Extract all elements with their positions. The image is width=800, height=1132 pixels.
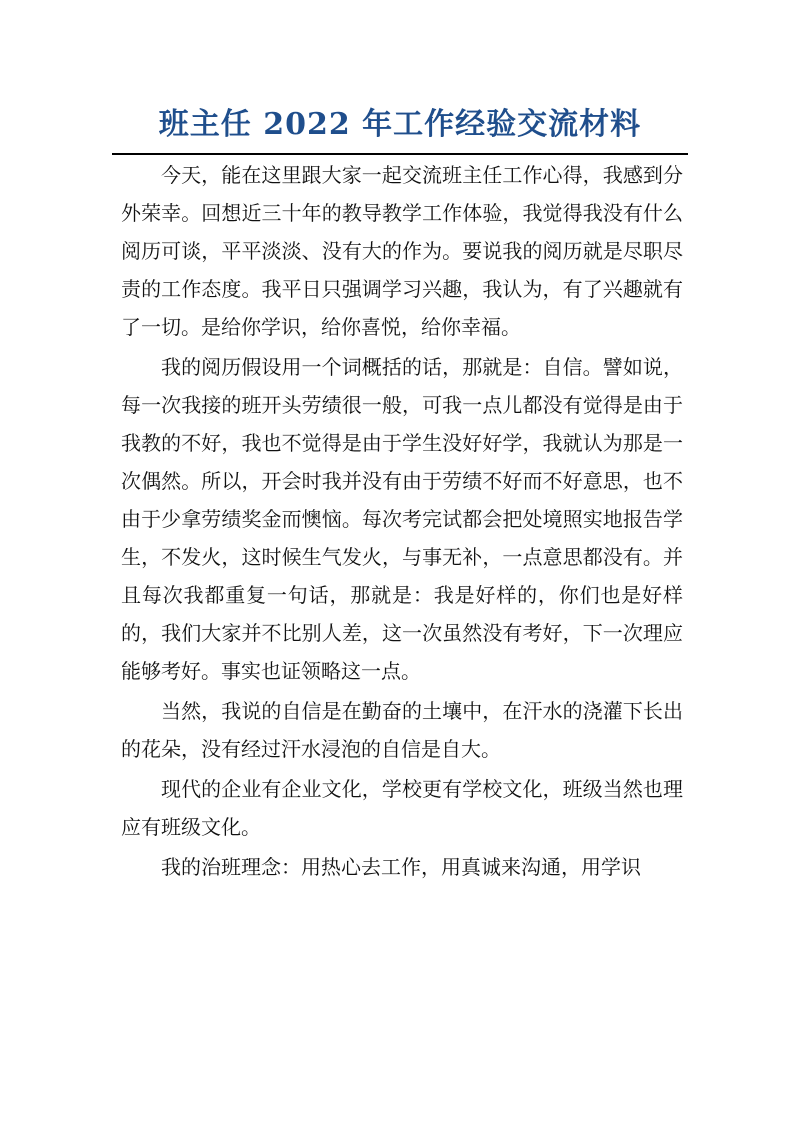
document-body (121, 156, 683, 888)
paragraph-1: 今天，能在这里跟大家一起交流班主任工作心得，我感到分外荣幸。回想近三十年的教导教学工作体验，我觉得我没有什么阅历可谈，平平淡淡、没有大的作为。要说我的阅历就是尽职尽责的工作态度。我平日只强调学习兴趣，我认为，有了兴趣就有了一切。是给你学识，给你喜悦，给你幸福。 (121, 163, 683, 339)
paragraph-3: 当然，我说的自信是在勤奋的土壤中，在汗水的浇灌下长出的花朵，没有经过汗水浸泡的自信是自大。 (121, 699, 683, 761)
document-title: 班主任 2022 年工作经验交流材料 (158, 107, 642, 142)
title-divider (112, 153, 688, 155)
paragraph-4: 现代的企业有企业文化，学校更有学校文化，班级当然也理应有班级文化。 (121, 777, 683, 839)
paragraph-5: 我的治班理念：用热心去工作，用真诚来沟通，用学识 (161, 855, 641, 879)
paragraph-2: 我的阅历假设用一个词概括的话，那就是：自信。譬如说，每一次我接的班开头劳绩很一般，可我一点儿都没有觉得是由于我教的不好，我也不觉得是由于学生没好好学，我就认为那是一次偶然。所以，开会时我并没有由于劳绩不好而不好意思，也不由于少拿劳绩奖金而懊恼。每次考完试都会把处境照实地报告学生，不发火，这时候生气发火，与事无补，一点意思都没有。并且每次我都重复一句话，那就是：我是好样的，你们也是好样的，我们大家并不比别人差，这一次虽然没有考好，下一次理应能够考好。事实也证领略这一点。 (121, 355, 683, 683)
